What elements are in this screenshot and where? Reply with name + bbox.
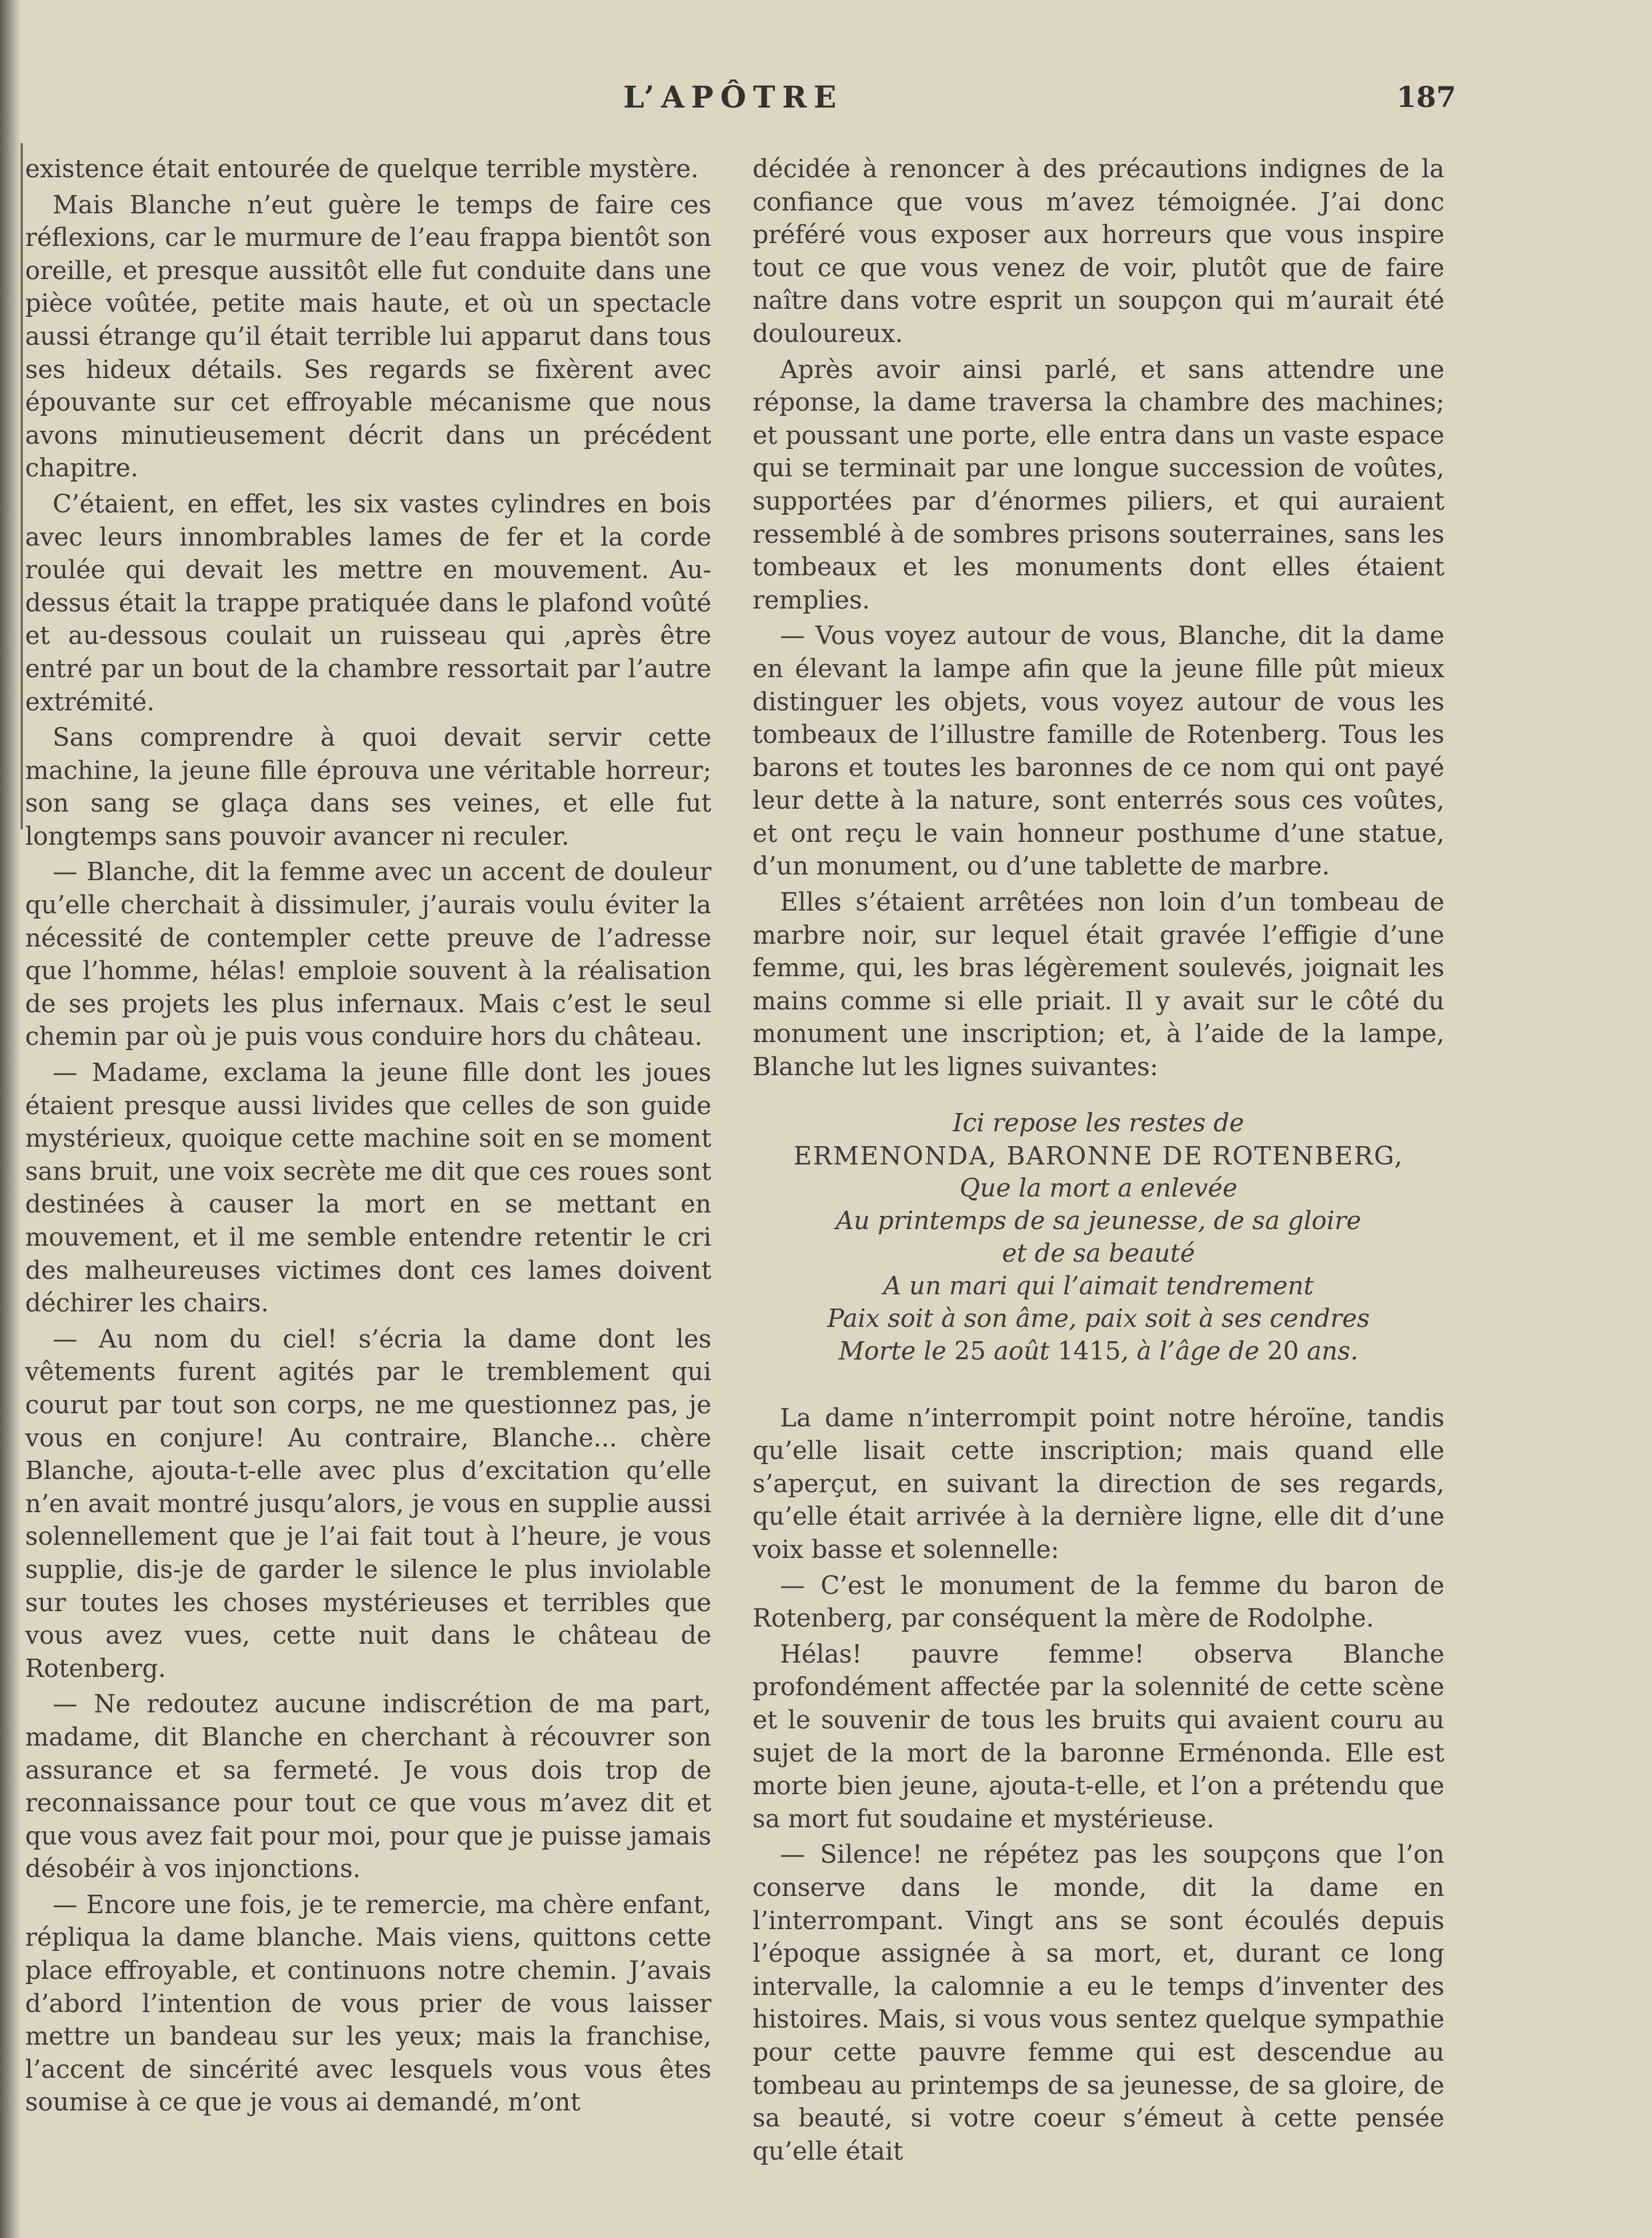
page-number: 187 [1396,80,1456,114]
paragraph: décidée à renoncer à des précautions indignes de la confiance que vous m’avez témoignée. J’ai donc préféré vous exposer aux horreurs que vous inspire tout ce que vous venez de voir, plutôt que de faire naître dans votre esprit un soupçon qui m’aurait été douloureux. [753,155,1444,348]
paragraph: Elles s’étaient arrêtées non loin d’un tombeau de marbre noir, sur lequel était gravée l’effigie d’une femme, qui, les bras légèrement soulevés, joignait les mains comme si elle priait. Il y avait sur le côté du monument une inscription; et, à l’aide de la lampe, Blanche lut les lignes suivantes: [753,888,1444,1082]
paragraph: — Au nom du ciel! s’écria la dame dont les vêtements furent agités par le tremblement qui courut par tout son corps, ne me questionnez pas, je vous en conjure! Au contraire, Blanche... chère Blanche, ajouta-t-elle avec plus d’excitation qu’elle n’en avait montré jusqu’alors, je vous en supplie aussi solennellement que je l’ai fait tout à l’heure, je vous supplie, dis-je de garder le silence le plus inviolable sur toutes les choses mystérieuses et terribles que vous avez vues, cette nuit dans le château de Rotenberg. [25,1325,711,1683]
binding-gutter [0,0,21,2238]
inscription-year: 1415 [1057,1337,1121,1366]
paragraph: Mais Blanche n’eut guère le temps de faire ces réflexions, car le murmure de l’eau frappa bientôt son oreille, et presque aussitôt elle fut conduite dans une pièce voûtée, petite mais haute, et où un spectacle aussi étrange qu’il était terrible lui apparut dans tous ses hideux détails. Ses regards se fixèrent avec épouvante sur cet effroyable mécanisme que nous avons minutieusement décrit dans un précédent chapitre. [25,190,711,483]
paragraph: Sans comprendre à quoi devait servir cette machine, la jeune fille éprouva une véritable horreur; son sang se glaça dans ses veines, et elle fut longtemps sans pouvoir avancer ni reculer. [25,724,711,851]
running-title: L’APÔTRE [623,80,843,115]
paragraph: — Ne redoutez aucune indiscrétion de ma part, madame, dit Blanche en cherchant à récouvrer son assurance et sa fermeté. Je vous dois trop de reconnaissance pour tout ce que vous m’avez dit et que vous avez fait pour moi, pour que je puisse jamais désobéir à vos injonctions. [25,1690,711,1884]
inscription-date-line [753,1335,1444,1368]
binding-edge [21,143,23,829]
inscription-text: août [986,1337,1058,1366]
paragraph: — Vous voyez autour de vous, Blanche, dit la dame en élevant la lampe afin que la jeune fille pût mieux distinguer les objets, vous voyez autour de vous les tombeaux de l’illustre famille de Rotenberg. Tous les barons et toutes les baronnes de ce nom qui ont payé leur dette à la nature, sont enterrés sous ces voûtes, et ont reçu le vain honneur posthume d’une statue, d’un monument, ou d’une tablette de marbre. [753,622,1444,881]
inscription-line: Au printemps de sa jeunesse, de sa gloire [835,1206,1362,1235]
paragraph: — Blanche, dit la femme avec un accent de douleur qu’elle cherchait à dissimuler, j’aurais voulu éviter la nécessité de contempler cette preuve de l’adresse que l’homme, hélas! emploie souvent à la réalisation de ses projets les plus infernaux. Mais c’est le seul chemin par où je puis vous conduire hors du château. [25,858,711,1052]
paragraph: — Silence! ne répétez pas les soupçons que l’on conserve dans le monde, dit la dame en l’interrompant. Vingt ans se sont écoulés depuis l’époque assignée à sa mort, et, durant ce long intervalle, la calomnie a eu le temps d’inventer des histoires. Mais, si vous vous sentez quelque sympathie pour cette pauvre femme qui est descendue au tombeau au printemps de sa jeunesse, de sa gloire, de sa beauté, si votre coeur s’émeut à cette pensée qu’elle était [753,1841,1444,2166]
inscription-text: Morte le [838,1337,954,1366]
inscription-day: 25 [954,1337,986,1366]
inscription-line: Ici repose les restes de [953,1108,1244,1138]
right-column [753,153,1444,2171]
paragraph: Hélas! pauvre femme! observa Blanche profondément affectée par la solennité de cette scène et le souvenir de tous les bruits qui avaient couru au sujet de la mort de la baronne Erménonda. Elle est morte bien jeune, ajouta-t-elle, et l’on a prétendu que sa mort fut soudaine et mystérieuse. [753,1640,1444,1834]
paragraph: existence était entourée de quelque terrible mystère. [25,155,699,184]
paragraph: — C’est le monument de la femme du baron de Rotenberg, par conséquent la mère de Rodolphe. [753,1571,1444,1633]
inscription-line: Que la mort a enlevée [960,1174,1237,1203]
paragraph: C’étaient, en effet, les six vastes cylindres en bois avec leurs innombrables lames de fer et la corde roulée qui devait les mettre en mouvement. Au-dessus était la trappe pratiquée dans le plafond voûté et au-dessous coulait un ruisseau qui ,après être entré par un bout de la chambre ressortait par l’autre extrémité. [25,490,711,717]
paragraph: Après avoir ainsi parlé, et sans attendre une réponse, la dame traversa la chambre des machines; et poussant une porte, elle entra dans un vaste espace qui se terminait par une longue succession de voûtes, supportées par d’énormes piliers, et qui auraient ressemblé à de sombres prisons souterraines, sans les tombeaux et les monuments dont elles étaient remplies. [753,355,1444,615]
paragraph: — Madame, exclama la jeune fille dont les joues étaient presque aussi livides que celles de son guide mystérieux, quoique cette machine soit en se moment sans bruit, une voix secrète me dit que ces roues sont destinées à causer la mort en se mettant en mouvement, et il me semble entendre retentir le cri des malheureuses victimes dont ces lames doivent déchirer les chairs. [25,1059,711,1318]
inscription-line: A un mari qui l’aimait tendrement [883,1271,1314,1301]
inscription-text: ans. [1299,1337,1359,1366]
inscription-line: et de sa beauté [1002,1239,1195,1268]
paragraph: — Encore une fois, je te remercie, ma chère enfant, répliqua la dame blanche. Mais viens, quittons cette place effroyable, et continuons notre chemin. J’avais d’abord l’intention de vous prier de vous laisser mettre un bandeau sur les yeux; mais la franchise, l’accent de sincérité avec lesquels vous vous êtes soumise à ce que je vous ai demandé, m’ont [25,1890,711,2117]
inscription-line: Paix soit à son âme, paix soit à ses cendres [827,1304,1370,1333]
inscription-age: 20 [1267,1337,1299,1366]
tomb-inscription [753,1107,1444,1368]
page-header [0,80,1652,120]
inscription-name: ERMENONDA, BARONNE DE ROTENBERG, [793,1141,1404,1171]
paragraph: La dame n’interrompit point notre héroïne, tandis qu’elle lisait cette inscription; mais quand elle s’aperçut, en suivant la direction de ses regards, qu’elle était arrivée à la dernière ligne, elle dit d’une voix basse et solennelle: [753,1404,1444,1564]
left-column [25,153,711,2122]
inscription-text: , à l’âge de [1121,1337,1268,1366]
